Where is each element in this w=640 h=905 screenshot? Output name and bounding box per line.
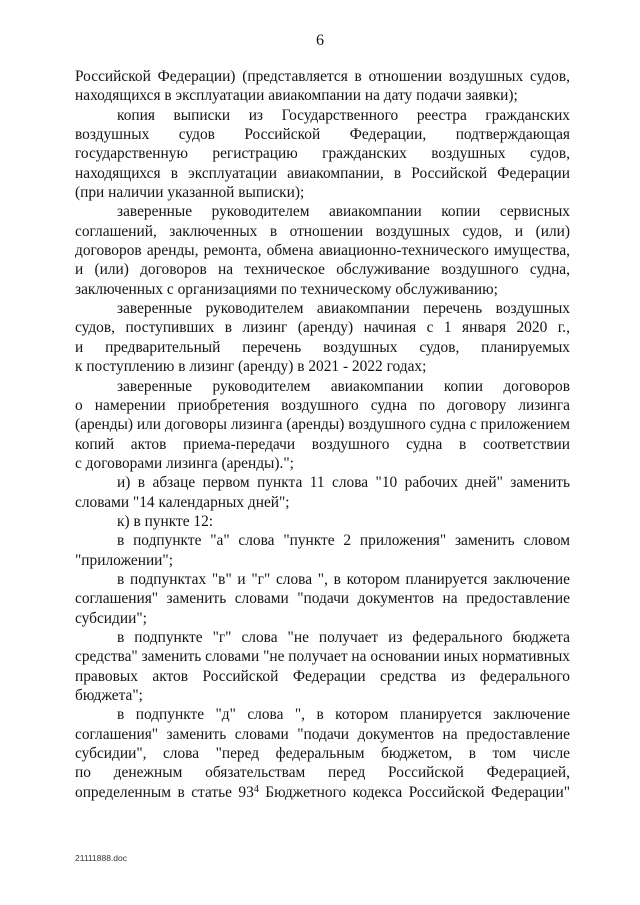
text-line: "приложении"; (75, 551, 173, 569)
text-line: копия выписки из Государственного реестра гражданских (117, 106, 570, 124)
text-line: о намерении приобретения воздушного судна по договору лизинга (75, 396, 570, 414)
text-line: средства" заменить словами "не получает на основании иных нормативных (75, 648, 570, 666)
text-line (75, 783, 570, 802)
text-line: заверенные руководителем авиакомпании копии сервисных (117, 203, 570, 221)
text-line: в подпункте "д" слова ", в котором планируется заключение (117, 706, 570, 724)
text-fragment: Бюджетного кодекса Российской Федерации" (258, 783, 570, 801)
text-line: государственную регистрацию гражданских воздушных судов, (75, 145, 570, 163)
text-line: заверенные руководителем авиакомпании копии договоров (117, 377, 570, 395)
text-line: (при наличии указанной выписки); (75, 184, 305, 202)
text-line: бюджета"; (75, 687, 143, 704)
text-line: заверенные руководителем авиакомпании перечень воздушных (117, 300, 570, 318)
text-line: договоров аренды, ремонта, обмена авиационно-технического имущества, (75, 242, 570, 260)
page-number: 6 (316, 32, 324, 49)
text-line: правовых актов Российской Федерации средства из федерального (75, 667, 570, 685)
text-line: копий актов приема-передачи воздушного судна в соответствии (75, 435, 570, 453)
text-line: субсидии", слова "перед федеральным бюджетом, в том числе (75, 745, 570, 763)
text-line: с договорами лизинга (аренды)."; (75, 454, 294, 472)
text-fragment: определенным в статье 93 (75, 783, 254, 801)
text-line: находящихся в эксплуатации авиакомпании на дату подачи заявки); (75, 87, 518, 105)
text-line: к) в пункте 12: (117, 512, 214, 530)
text-line: судов, поступивших в лизинг (аренду) начиная с 1 января 2020 г., (75, 319, 570, 337)
text-line: воздушных судов Российской Федерации, подтверждающая (75, 126, 570, 144)
text-line: по денежным обязательствам перед Российской Федерацией, (75, 764, 570, 782)
text-line: Российской Федерации) (представляется в отношении воздушных судов, (75, 68, 570, 85)
text-line: и) в абзаце первом пункта 11 слова "10 рабочих дней" заменить (117, 474, 570, 492)
text-line: субсидии"; (75, 609, 147, 627)
text-line: и предварительный перечень воздушных судов, планируемых (75, 338, 570, 356)
text-line: и (или) договоров на техническое обслуживание воздушного судна, (75, 261, 570, 279)
text-line: в подпунктах "в" и "г" слова ", в котором планируется заключение (117, 570, 570, 588)
text-line: в подпункте "г" слова "не получает из федерального бюджета (117, 628, 570, 646)
article-superscript: 4 (253, 783, 259, 795)
text-line: (аренды) или договоры лизинга (аренды) воздушного судна с приложением (75, 416, 570, 434)
text-line: к поступлению в лизинг (аренду) в 2021 - 2022 годах; (75, 358, 427, 376)
text-line: в подпункте "а" слова "пункте 2 приложения" заменить словом (117, 532, 570, 550)
text-line: находящихся в эксплуатации авиакомпании, в Российской Федерации (75, 164, 570, 182)
text-line: заключенных с организациями по техническому обслуживанию; (75, 280, 498, 298)
text-line: соглашений, заключенных в отношении воздушных судов, и (или) (75, 222, 570, 240)
text-line: словами "14 календарных дней"; (75, 493, 290, 511)
text-line: соглашения" заменить словами "подачи документов на предоставление (75, 725, 570, 743)
text-line: соглашения" заменить словами "подачи документов на предоставление (75, 590, 570, 608)
document-body (75, 67, 570, 802)
file-name-label: 21111888.doc (75, 853, 127, 863)
